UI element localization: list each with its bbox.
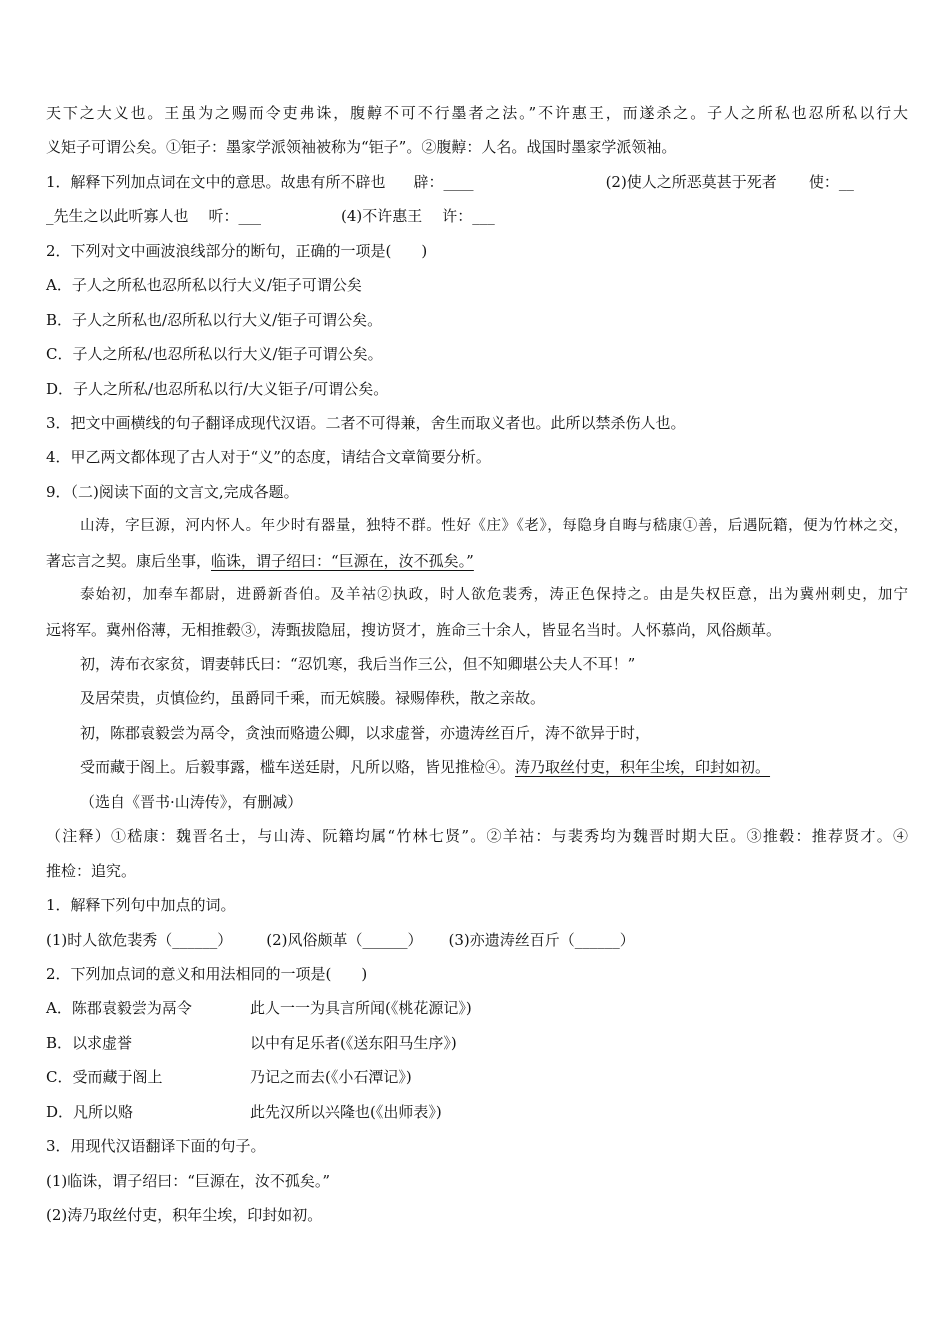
question-4: 4．甲乙两文都体现了古人对于“义”的态度，请结合文章简要分析。 [46, 448, 491, 467]
option-left: D．凡所以赂 [46, 1102, 134, 1121]
text-line: 义矩子可谓公矣。①钜子：墨家学派领袖被称为“钜子”。②腹䵍：人名。战国时墨家学派领袖。 [46, 138, 677, 157]
option-right: 此人一一为具言所闻(《桃花源记》) [250, 999, 472, 1018]
passage-line: 远将军。冀州俗薄，无相推毂③，涛甄拔隐屈，搜访贤才，旌命三十余人，皆显名当时。人怀慕尚，风俗颇革。 [46, 620, 782, 639]
answer-blank[interactable]: 使：__ [808, 172, 854, 191]
q1-c: _先生之以此听寡人也 [46, 207, 189, 226]
section-heading: 9．（二)阅读下面的文言文,完成各题。 [46, 482, 299, 501]
option-b[interactable] [46, 1026, 908, 1060]
passage-text: 受而藏于阁上。后毅事露，槛车送廷尉，凡所以赂，皆见推检④。 [80, 758, 516, 777]
q1-d: (4)不许惠王 [341, 207, 423, 226]
q1-item[interactable]: (2)风俗颇革（______） [266, 930, 423, 949]
q1-b: (2)使人之所恶莫甚于死者 [605, 172, 777, 191]
q1-item[interactable]: (3)亦遗涛丝百斤（______） [448, 930, 635, 949]
q1-item[interactable]: (1)时人欲危裴秀（______） [46, 930, 233, 949]
passage-line [46, 750, 908, 784]
question-2: 2．下列对文中画波浪线部分的断句，正确的一项是( ) [46, 241, 428, 260]
question-1 [46, 165, 908, 199]
passage-line: 初，涛布衣家贫，谓妻韩氏曰：“忍饥寒，我后当作三公，但不知卿堪公夫人不耳！” [80, 655, 636, 673]
question-1-cont [46, 199, 908, 233]
q3-item: (2)涛乃取丝付吏，积年尘埃，印封如初。 [46, 1206, 323, 1224]
question-1: 1．解释下列句中加点的词。 [46, 896, 236, 915]
option-d[interactable] [46, 1095, 908, 1129]
question-2: 2．下列加点词的意义和用法相同的一项是( ) [46, 964, 368, 983]
annotation-line: （注释）①嵇康：魏晋名士，与山涛、阮籍均属“竹林七贤”。②羊祜：与裴秀均为魏晋时期大臣。③推毂：推荐贤才。④ [46, 827, 908, 846]
question-3: 3．把文中画横线的句子翻译成现代汉语。二者不可得兼，舍生而取义者也。此所以禁杀伤人也。 [46, 413, 686, 432]
option-a[interactable] [46, 991, 908, 1025]
passage-line: 泰始初，加奉车都尉，进爵新沓伯。及羊祜②执政，时人欲危裴秀，涛正色保持之。由是失权臣意，出为冀州刺史，加宁 [80, 587, 908, 604]
answer-blank[interactable]: 辟：____ [413, 172, 474, 191]
option-a[interactable]: A．子人之所私也忍所私以行大义/钜子可谓公矣 [46, 276, 362, 295]
underlined-sentence: 涛乃取丝付吏，积年尘埃，印封如初。 [515, 758, 771, 777]
option-right: 此先汉所以兴隆也(《出师表》) [250, 1102, 442, 1121]
source-note: （选自《晋书·山涛传》，有删减） [80, 792, 303, 811]
annotation-line: 推检：追究。 [46, 861, 137, 880]
option-right: 以中有足乐者(《送东阳马生序》) [250, 1033, 457, 1052]
option-left: C．受而藏于阁上 [46, 1068, 163, 1087]
passage-line: 山涛，字巨源，河内怀人。年少时有器量，独特不群。性好《庄》《老》，每隐身自晦与嵇康①善，后遇阮籍，便为竹林之交， [80, 518, 908, 535]
option-left: A．陈郡袁毅尝为鬲令 [46, 999, 192, 1018]
passage-text: 著忘言之契。康后坐事， [46, 551, 212, 570]
answer-blank[interactable]: 许：___ [442, 207, 495, 226]
option-b[interactable]: B．子人之所私也/忍所私以行大义/钜子可谓公矣。 [46, 310, 383, 329]
option-c[interactable]: C．子人之所私/也忍所私以行大义/钜子可谓公矣。 [46, 345, 383, 364]
option-c[interactable] [46, 1060, 908, 1094]
question-3: 3．用现代汉语翻译下面的句子。 [46, 1137, 266, 1156]
option-d[interactable]: D．子人之所私/也忍所私以行/大义钜子/可谓公矣。 [46, 379, 389, 398]
passage-line: 初，陈郡袁毅尝为鬲令，贪浊而赂遗公卿，以求虚誉，亦遗涛丝百斤，涛不欲异于时， [80, 723, 651, 742]
question-1-items [46, 923, 908, 957]
document-page [46, 96, 908, 1232]
q1-a: 1．解释下列加点词在文中的意思。故患有所不辟也 [46, 172, 386, 191]
q3-item: (1)临诛，谓子绍曰：“巨源在，汝不孤矣。” [46, 1171, 331, 1190]
passage-line: 及居荣贵，贞慎俭约，虽爵同千乘，而无嫔媵。禄赐俸秩，散之亲故。 [80, 689, 546, 708]
option-right: 乃记之而去(《小石潭记》) [250, 1068, 412, 1087]
text-line: 天下之大义也。王虽为之赐而令吏弗诛，腹䵍不可不行墨者之法。”不许惠王，而遂杀之。子人之所私也忍所私以行大 [46, 104, 908, 122]
passage-line [46, 544, 908, 578]
answer-blank[interactable]: 听：___ [208, 207, 262, 226]
option-left: B．以求虚誉 [46, 1033, 133, 1052]
underlined-sentence: 临诛，谓子绍曰：“巨源在，汝不孤矣。” [211, 551, 474, 570]
